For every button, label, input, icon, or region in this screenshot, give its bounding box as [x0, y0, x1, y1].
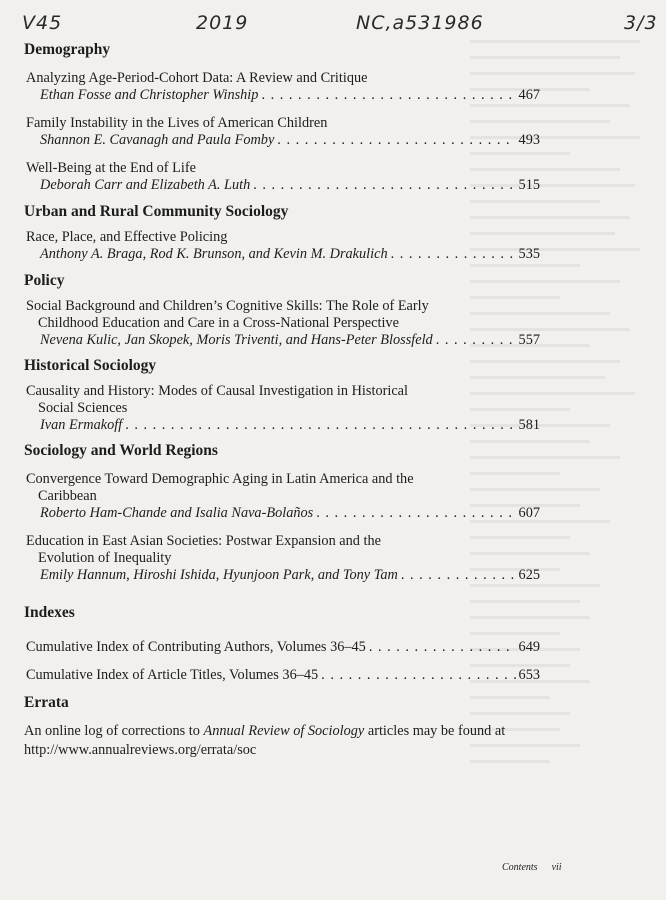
- entry-authors: Deborah Carr and Elizabeth A. Luth: [40, 177, 251, 193]
- toc-entry[interactable]: [24, 115, 540, 149]
- entry-page: 535: [518, 246, 540, 262]
- leader-dots: [401, 567, 516, 584]
- leader-dots: [253, 177, 515, 194]
- section-heading: Policy: [24, 272, 65, 289]
- journal-name: Annual Review of Sociology: [203, 723, 365, 739]
- leader-dots: [277, 132, 515, 149]
- handwritten-page-count: 3/3: [624, 12, 658, 34]
- leader-dots: [369, 639, 516, 656]
- handwritten-year: 2019: [196, 12, 249, 34]
- entry-authors: Roberto Ham-Chande and Isalia Nava-Bolaños: [40, 505, 314, 521]
- leader-dots: [125, 417, 515, 434]
- leader-dots: [261, 87, 515, 104]
- section-heading: Errata: [24, 694, 69, 711]
- table-of-contents: [24, 40, 540, 760]
- entry-page: 557: [518, 332, 540, 348]
- entry-page: 467: [518, 87, 540, 103]
- entry-authors: Emily Hannum, Hiroshi Ishida, Hyunjoon Park, and Tony Tam: [40, 567, 398, 583]
- toc-entry[interactable]: [24, 383, 540, 434]
- entry-page: 653: [518, 667, 540, 683]
- entry-page: 607: [518, 505, 540, 521]
- entry-authors: Shannon E. Cavanagh and Paula Fomby: [40, 132, 275, 148]
- index-entry[interactable]: [24, 667, 540, 684]
- toc-entry[interactable]: [24, 70, 540, 104]
- toc-entry[interactable]: [24, 160, 540, 194]
- leader-dots: [321, 667, 515, 684]
- page-number: vii: [551, 862, 562, 873]
- errata-url[interactable]: http://www.annualreviews.org/errata/soc: [24, 742, 257, 758]
- handwritten-volume: V45: [22, 12, 63, 34]
- entry-title: Well-Being at the End of Life: [26, 160, 196, 176]
- handwritten-code: NC,a531986: [356, 12, 484, 34]
- section-heading: Sociology and World Regions: [24, 442, 218, 459]
- toc-entry[interactable]: [24, 229, 540, 263]
- leader-dots: [391, 246, 516, 263]
- entry-title: Cumulative Index of Article Titles, Volumes 36–45: [26, 667, 319, 683]
- entry-page: 493: [518, 132, 540, 148]
- page-footer: Contents vii: [502, 862, 562, 873]
- leader-dots: [436, 332, 516, 349]
- entry-page: 649: [518, 639, 540, 655]
- toc-entry[interactable]: [24, 533, 540, 584]
- entry-page: 581: [518, 417, 540, 433]
- toc-entry[interactable]: [24, 298, 540, 349]
- entry-page: 515: [518, 177, 540, 193]
- entry-title: Race, Place, and Effective Policing: [26, 229, 228, 245]
- entry-authors: Ivan Ermakoff: [40, 417, 123, 433]
- entry-title: Family Instability in the Lives of American Children: [26, 115, 328, 131]
- index-entry[interactable]: [24, 639, 540, 656]
- entry-title: Analyzing Age-Period-Cohort Data: A Review and Critique: [26, 70, 368, 86]
- entry-page: 625: [518, 567, 540, 583]
- section-heading: Demography: [24, 41, 111, 58]
- entry-title: Education in East Asian Societies: Postwar Expansion and the Evolution of Inequality: [26, 533, 381, 566]
- entry-title: Causality and History: Modes of Causal Investigation in Historical Social Sciences: [26, 383, 408, 416]
- entry-title: Convergence Toward Demographic Aging in Latin America and the Caribbean: [26, 471, 414, 504]
- toc-entry[interactable]: [24, 471, 540, 522]
- section-heading: Urban and Rural Community Sociology: [24, 203, 289, 220]
- entry-authors: Anthony A. Braga, Rod K. Brunson, and Kevin M. Drakulich: [40, 246, 388, 262]
- section-heading: Historical Sociology: [24, 357, 157, 374]
- entry-title: Social Background and Children’s Cognitive Skills: The Role of Early Childhood Education and Care in a Cross-National Perspective: [26, 298, 429, 331]
- errata-note: An online log of corrections to Annual Review of Sociology articles may be found at http://www.annualreviews.org/errata/soc: [24, 723, 506, 758]
- entry-authors: Nevena Kulic, Jan Skopek, Moris Triventi, and Hans-Peter Blossfeld: [40, 332, 433, 348]
- section-heading: Indexes: [24, 604, 75, 621]
- entry-authors: Ethan Fosse and Christopher Winship: [40, 87, 259, 103]
- leader-dots: [316, 505, 515, 522]
- entry-title: Cumulative Index of Contributing Authors, Volumes 36–45: [26, 639, 366, 655]
